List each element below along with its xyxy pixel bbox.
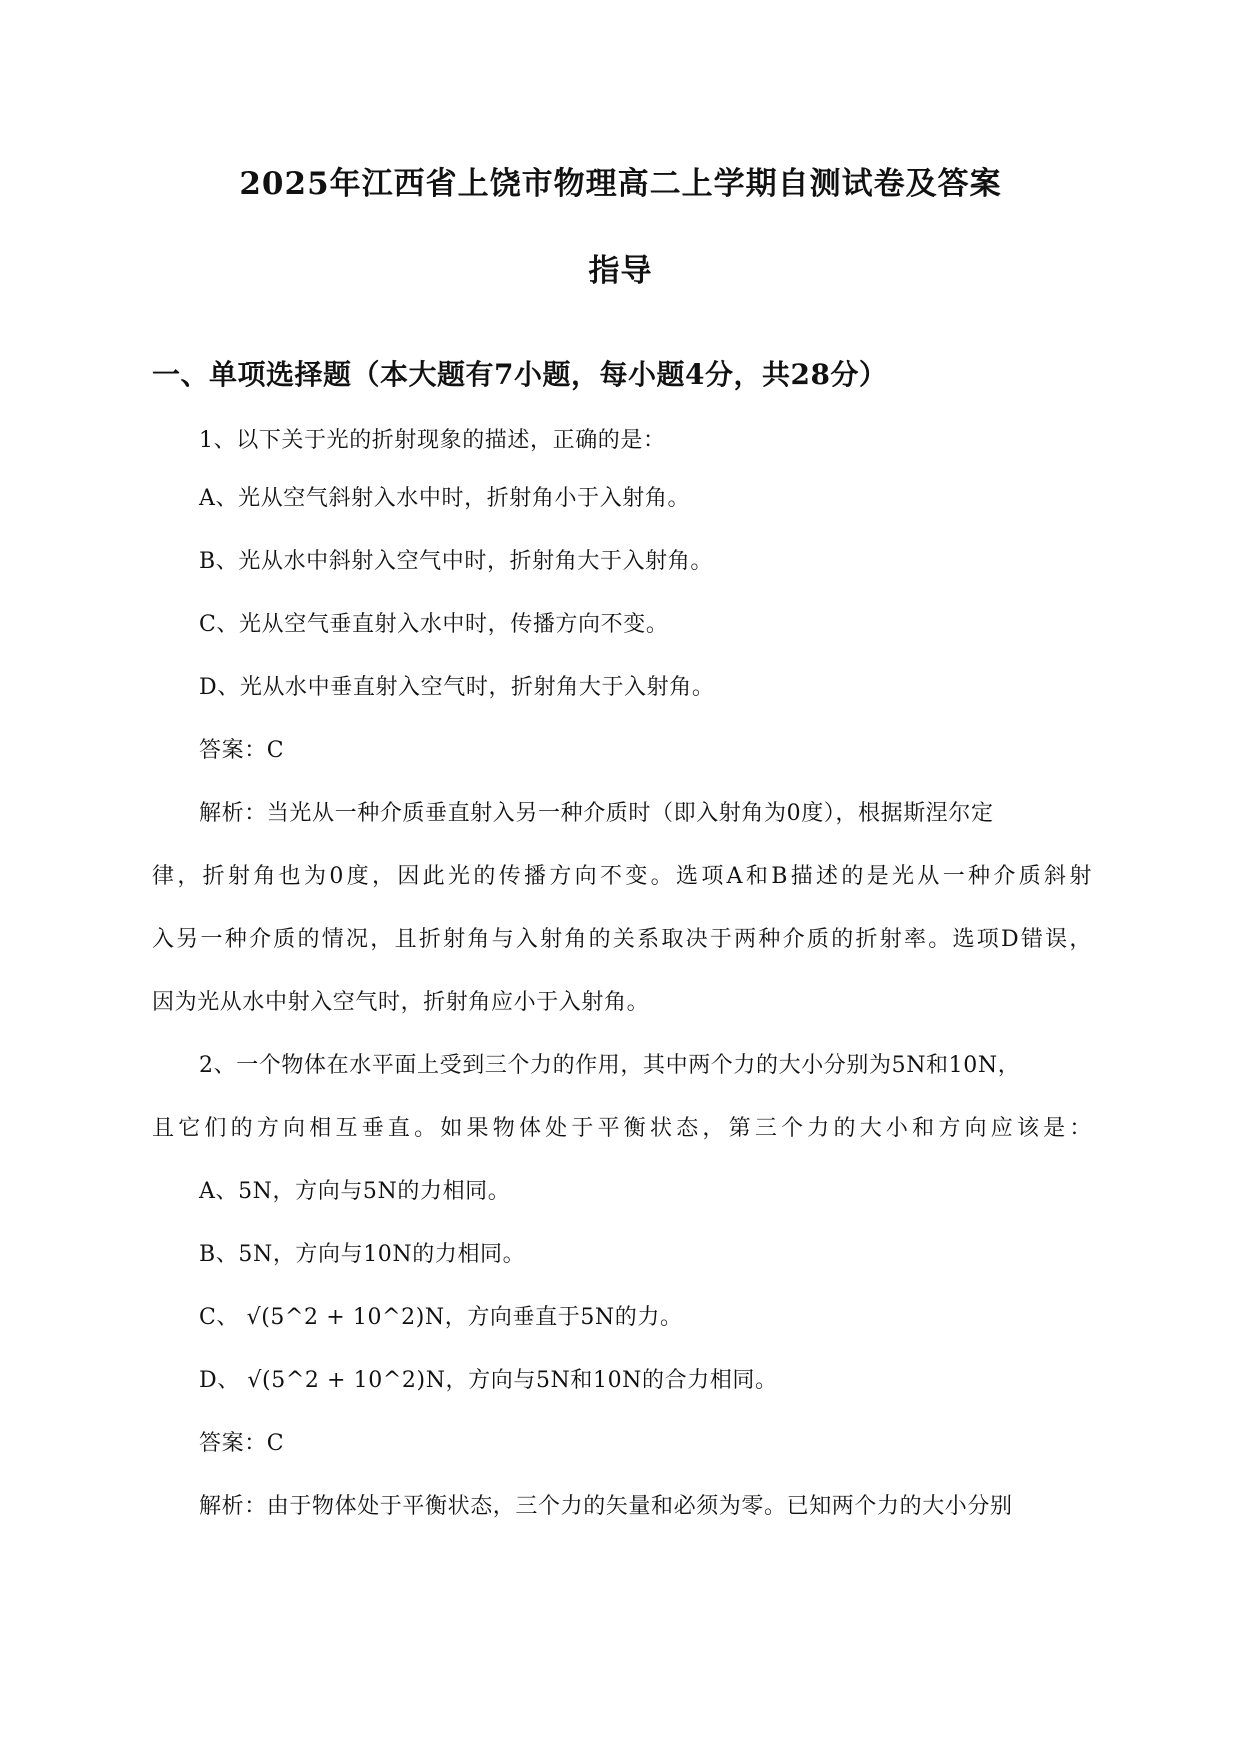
question-2-option-a: A、5N，方向与5N的力相同。 bbox=[199, 1179, 511, 1204]
question-1-analysis-line3: 入另一种介质的情况，且折射角与入射角的关系取决于两种介质的折射率。选项D错误， bbox=[152, 927, 1092, 952]
document-title-line1: 2025年江西省上饶市物理高二上学期自测试卷及答案 bbox=[239, 166, 1002, 202]
question-2-option-d: D、 √(5^2 + 10^2)N，方向与5N和10N的合力相同。 bbox=[199, 1368, 778, 1393]
question-2-stem-line1: 2、一个物体在水平面上受到三个力的作用，其中两个力的大小分别为5N和10N， bbox=[199, 1053, 1021, 1078]
question-1-analysis-line4: 因为光从水中射入空气时，折射角应小于入射角。 bbox=[152, 990, 650, 1015]
question-2-analysis-line1: 解析：由于物体处于平衡状态，三个力的矢量和必须为零。已知两个力的大小分别 bbox=[199, 1494, 1013, 1519]
question-1-option-d: D、光从水中垂直射入空气时，折射角大于入射角。 bbox=[199, 675, 715, 700]
question-1-analysis-line1: 解析：当光从一种介质垂直射入另一种介质时（即入射角为0度），根据斯涅尔定 bbox=[199, 801, 994, 826]
question-1-analysis-line2: 律，折射角也为0度，因此光的传播方向不变。选项A和B描述的是光从一种介质斜射 bbox=[152, 864, 1092, 889]
question-1-answer: 答案：C bbox=[199, 738, 285, 763]
question-1-option-a: A、光从空气斜射入水中时，折射角小于入射角。 bbox=[199, 486, 691, 511]
document-title-line2: 指导 bbox=[588, 253, 653, 289]
question-2-stem-line2: 且它们的方向相互垂直。如果物体处于平衡状态，第三个力的大小和方向应该是： bbox=[152, 1116, 1092, 1141]
question-1-option-b: B、光从水中斜射入空气中时，折射角大于入射角。 bbox=[199, 549, 713, 574]
question-2-option-c: C、 √(5^2 + 10^2)N，方向垂直于5N的力。 bbox=[199, 1305, 683, 1330]
question-1-stem: 1、以下关于光的折射现象的描述，正确的是： bbox=[199, 428, 666, 453]
question-1-option-c: C、光从空气垂直射入水中时，传播方向不变。 bbox=[199, 612, 669, 637]
question-2-option-b: B、5N，方向与10N的力相同。 bbox=[199, 1242, 526, 1267]
question-2-answer: 答案：C bbox=[199, 1431, 285, 1456]
section-heading-single-choice: 一、单项选择题（本大题有7小题，每小题4分，共28分） bbox=[152, 358, 888, 391]
